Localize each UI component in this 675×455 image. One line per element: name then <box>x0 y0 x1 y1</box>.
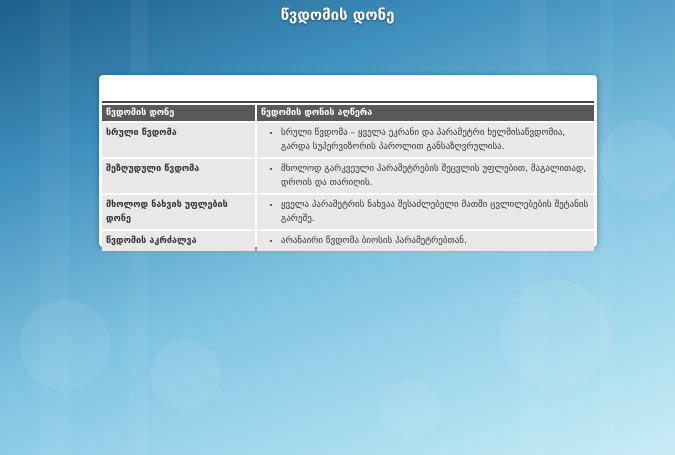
access-level-panel <box>99 75 597 247</box>
description-item: • ყველა პარამეტრის ნახვაა შესაძლებელი მათში ცვლილებების შეტანის გარეშე. <box>281 198 590 226</box>
description-cell <box>257 123 594 157</box>
column-header-level: წვდომის დონე <box>102 105 255 121</box>
access-level-cell: წვდომის აკრძალვა <box>102 231 255 251</box>
description-cell <box>257 159 594 193</box>
table-row <box>102 195 594 229</box>
description-item: • სრული წვდომა – ყველა ეკრანი და პარამეტრი ხელმისაწვდომია, გარდა სუპერვიზორის პაროლით განსაზღვრულისა. <box>281 126 590 154</box>
column-header-description: წვდომის დონის აღწერა <box>257 105 594 121</box>
table-row <box>102 231 594 251</box>
table-header-row <box>102 105 594 121</box>
panel-header <box>102 75 594 103</box>
access-level-cell: სრული წვდომა <box>102 123 255 157</box>
access-level-table <box>100 103 596 253</box>
table-row <box>102 159 594 193</box>
page-title: წვდომის დონე <box>280 6 395 24</box>
access-level-cell: შეზღუდული წვდომა <box>102 159 255 193</box>
description-cell <box>257 231 594 251</box>
access-level-cell: მხოლოდ ნახვის უფლების დონე <box>102 195 255 229</box>
description-cell <box>257 195 594 229</box>
description-item: • არანაირი წვდომა ბიოსის პარამეტრებთან. <box>281 234 590 248</box>
description-item: • მხოლოდ გარკვეული პარამეტრების შეცვლის უფლებით, მაგალითად, დროის და თარიღის. <box>281 162 590 190</box>
table-row <box>102 123 594 157</box>
